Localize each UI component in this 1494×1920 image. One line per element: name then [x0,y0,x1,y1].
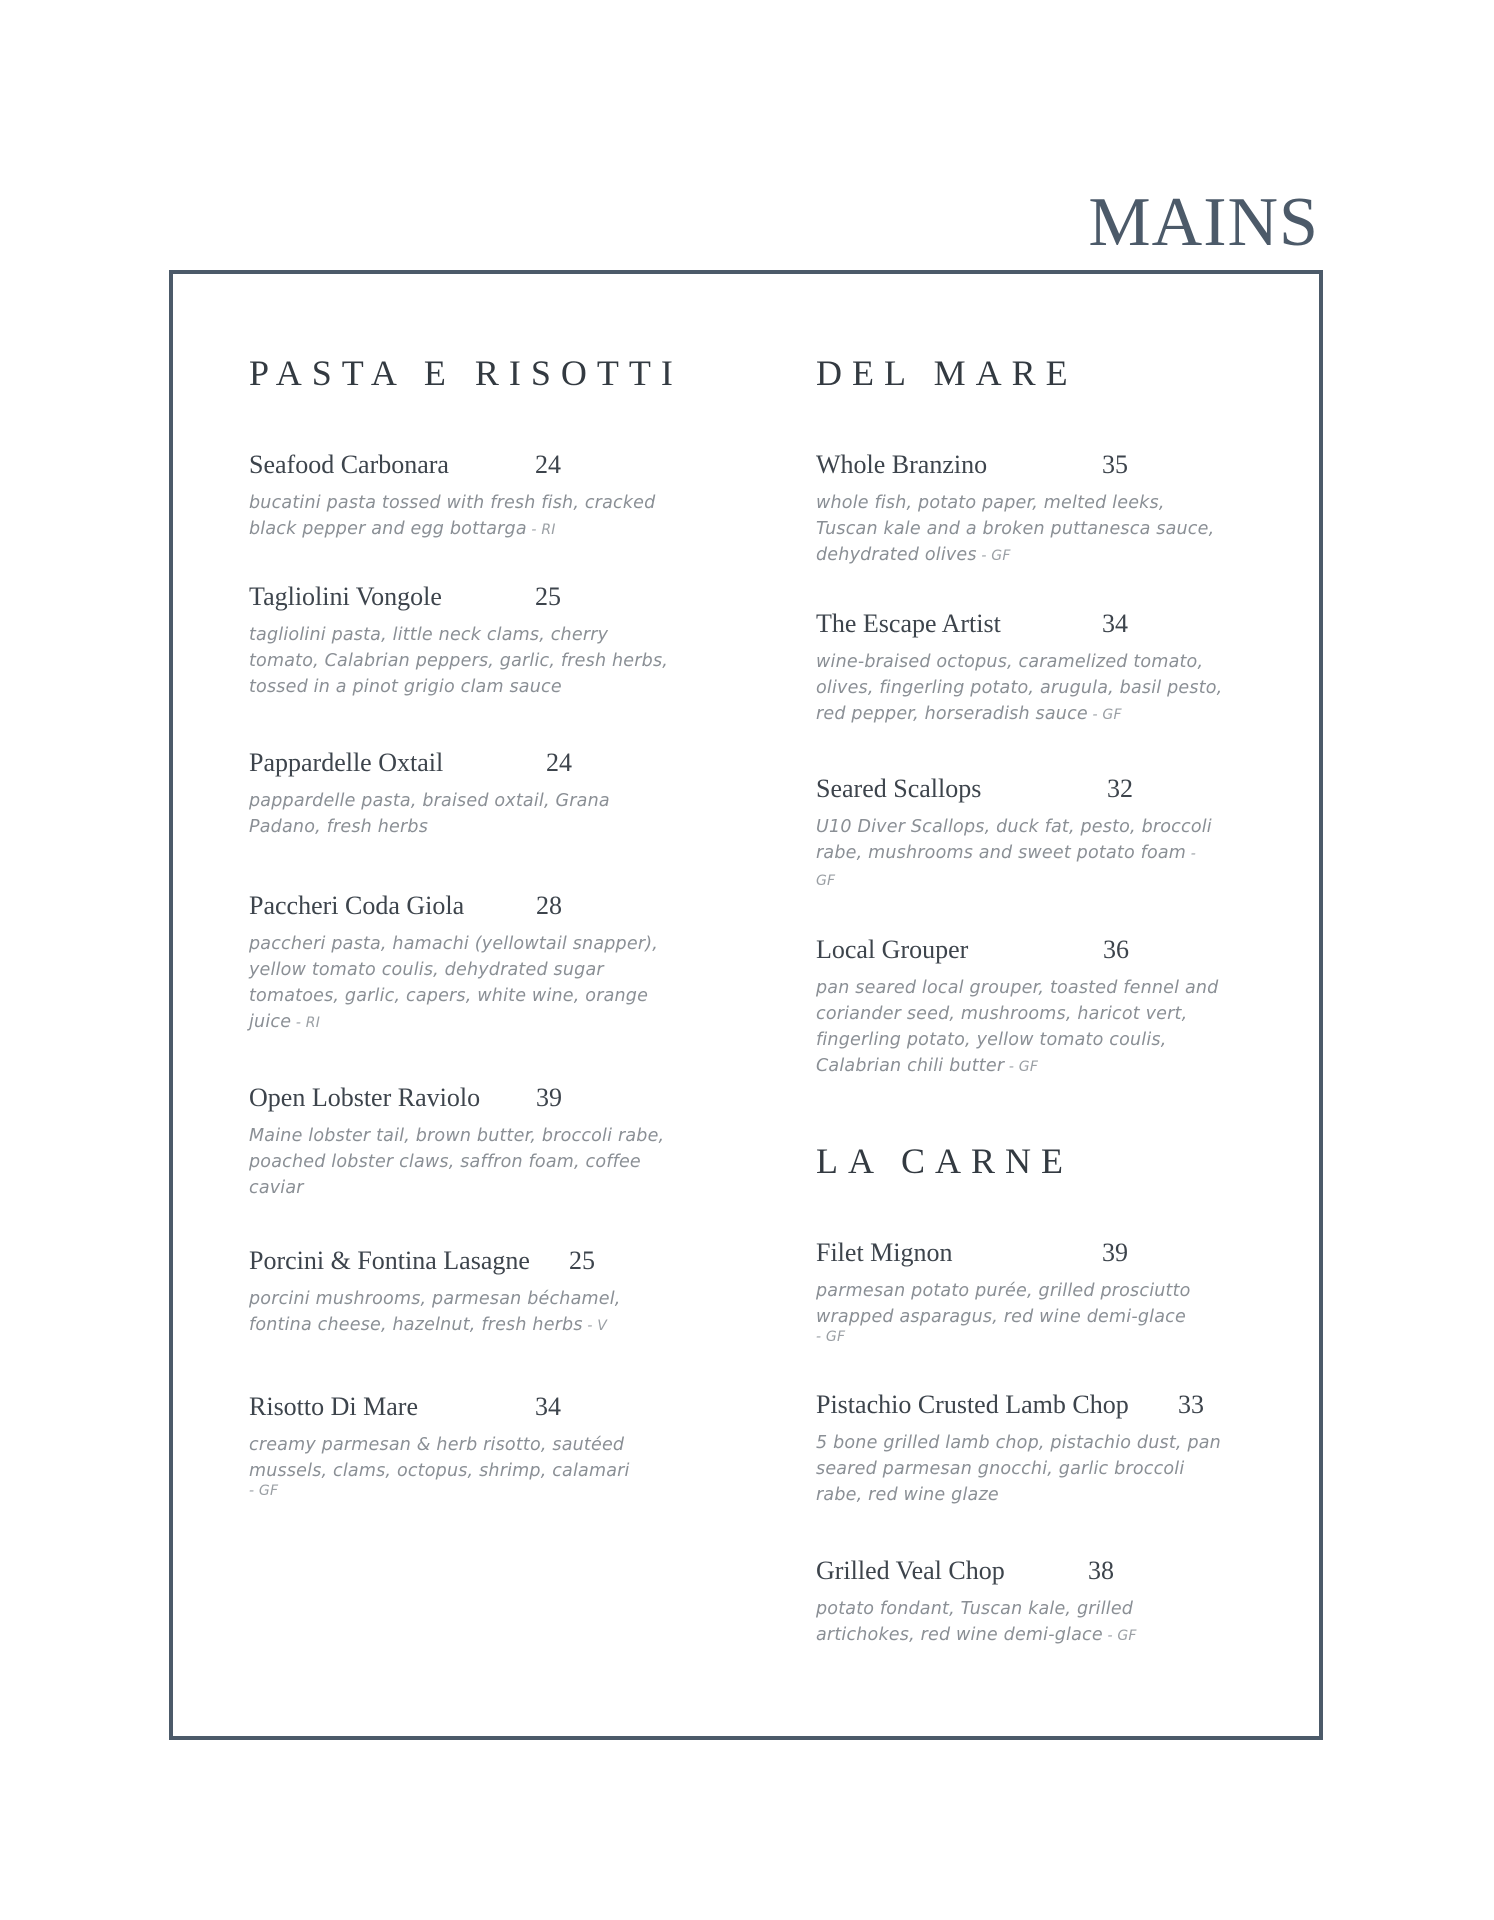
item-description: 5 bone grilled lamb chop, pistachio dust, pan seared parmesan gnocchi, garlic broccoli rabe, red wine glaze [816,1433,1221,1505]
item-description: whole fish, potato paper, melted leeks, Tuscan kale and a broken puttanesca sauce, dehydrated olives [816,493,1215,565]
menu-item [816,774,1246,894]
menu-item [249,1392,679,1498]
item-price: 34 [535,1392,561,1421]
item-name: Risotto Di Mare [249,1392,418,1421]
menu-item [249,748,679,841]
item-price: 34 [1102,609,1128,638]
item-description: tagliolini pasta, little neck clams, cherry tomato, Calabrian peppers, garlic, fresh herbs, tossed in a pinot grigio clam sauce [249,625,669,697]
item-name: Seafood Carbonara [249,450,449,479]
item-description: paccheri pasta, hamachi (yellowtail snapper), yellow tomato coulis, dehydrated sugar tomatoes, garlic, capers, white wine, orange juice [249,934,659,1032]
dietary-tag: - GF [1087,707,1122,723]
item-name: Paccheri Coda Giola [249,891,465,920]
section-title-pasta: PASTA E RISOTTI [249,353,683,393]
dietary-tag: - GF [816,846,1196,889]
dietary-tag: - V [582,1318,608,1334]
menu-item [816,935,1246,1080]
item-price: 39 [1102,1238,1128,1267]
section-title-carne: LA CARNE [816,1141,1074,1181]
item-price: 24 [535,450,561,479]
item-price: 28 [536,891,562,920]
menu-item [249,450,679,543]
item-description: bucatini pasta tossed with fresh fish, cracked black pepper and egg bottarga [249,493,656,539]
item-price: 32 [1107,774,1133,803]
item-name: Seared Scallops [816,774,982,803]
menu-item [816,609,1246,728]
item-price: 39 [536,1083,562,1112]
dietary-tag: - RI [526,522,556,538]
dietary-tag: - GF [1102,1628,1137,1644]
item-name: Porcini & Fontina Lasagne [249,1246,530,1275]
item-price: 24 [546,748,572,777]
menu-item [816,1390,1246,1509]
item-description: U10 Diver Scallops, duck fat, pesto, broccoli rabe, mushrooms and sweet potato foam [816,817,1212,863]
menu-item [249,891,679,1036]
item-price: 38 [1088,1556,1114,1585]
item-name: Tagliolini Vongole [249,582,442,611]
menu-item [249,1083,679,1202]
menu-item [816,1238,1246,1344]
menu-frame [169,270,1323,1740]
dietary-tag: - GF [1004,1059,1039,1075]
dietary-tag: - RI [291,1015,321,1031]
item-name: Pistachio Crusted Lamb Chop [816,1390,1129,1419]
menu-item [249,1246,679,1339]
item-price: 25 [535,582,561,611]
item-description: potato fondant, Tuscan kale, grilled artichokes, red wine demi-glace [816,1599,1134,1645]
item-description: pan seared local grouper, toasted fennel and coriander seed, mushrooms, haricot vert, fingerling potato, yellow tomato coulis, Calabrian chili butter [816,978,1219,1076]
item-price: 33 [1178,1390,1204,1419]
item-description: pappardelle pasta, braised oxtail, Grana Padano, fresh herbs [249,791,610,837]
menu-item [249,582,679,701]
item-price: 36 [1103,935,1129,964]
menu-item [816,450,1246,569]
item-price: 35 [1102,450,1128,479]
item-name: Filet Mignon [816,1238,953,1267]
item-name: Whole Branzino [816,450,988,479]
dietary-tag: - GF [249,1483,279,1499]
item-description: Maine lobster tail, brown butter, broccoli rabe, poached lobster claws, saffron foam, coffee caviar [249,1126,665,1198]
menu-item [816,1556,1246,1649]
item-description: parmesan potato purée, grilled prosciutto wrapped asparagus, red wine demi-glace [816,1281,1191,1327]
item-name: The Escape Artist [816,609,1001,638]
item-name: Grilled Veal Chop [816,1556,1005,1585]
page-title: MAINS [1088,184,1319,261]
item-name: Local Grouper [816,935,969,964]
dietary-tag: - GF [976,548,1011,564]
item-description: wine-braised octopus, caramelized tomato, olives, fingerling potato, arugula, basil pesto, red pepper, horseradish sauce [816,652,1223,724]
section-title-mare: DEL MARE [816,353,1078,393]
item-description: creamy parmesan & herb risotto, sautéed mussels, clams, octopus, shrimp, calamari [249,1435,630,1481]
item-name: Pappardelle Oxtail [249,748,444,777]
item-price: 25 [569,1246,595,1275]
item-name: Open Lobster Raviolo [249,1083,481,1112]
dietary-tag: - GF [816,1329,846,1345]
item-description: porcini mushrooms, parmesan béchamel, fontina cheese, hazelnut, fresh herbs [249,1289,621,1335]
